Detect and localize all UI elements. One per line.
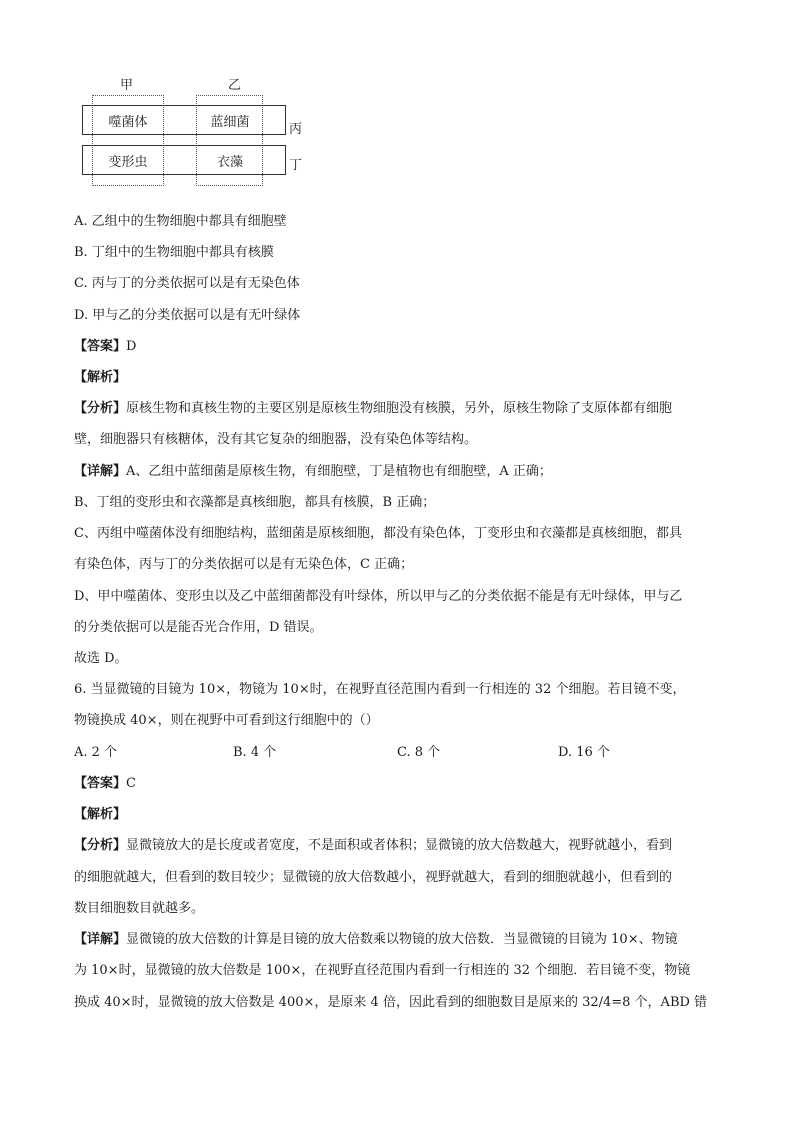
q6-option-a: A. 2 个 bbox=[74, 745, 118, 760]
fenxi-tag: 【分析】 bbox=[74, 401, 127, 416]
q6-fenxi-line-1 bbox=[74, 835, 672, 857]
analysis-tag: 【解析】 bbox=[74, 370, 127, 385]
q5-fenxi-line-1 bbox=[74, 398, 672, 420]
cell-shijuntie: 噬菌体 bbox=[108, 115, 148, 130]
q6-xiangjie-line-2: 为 10×时，显微镜的放大倍数是 100×，在视野直径范围内看到一行相连的 32 个细胞．若目镜不变，物镜 bbox=[74, 963, 691, 978]
q5-option-d: D. 甲与乙的分类依据可以是有无叶绿体 bbox=[74, 308, 301, 323]
group-box-yi bbox=[196, 95, 263, 186]
cell-lanxijun: 蓝细菌 bbox=[210, 115, 250, 130]
q5-answer bbox=[74, 336, 136, 358]
q5-xiangjie-line-4: 有染色体，丙与丁的分类依据可以是有无染色体，C 正确； bbox=[74, 557, 414, 572]
answer-tag: 【答案】 bbox=[74, 776, 127, 791]
q5-xiangjie-line-3: C、丙组中噬菌体没有细胞结构，蓝细菌是原核细胞，都没有染色体，丁变形虫和衣藻都是真核细胞，都具 bbox=[74, 526, 682, 541]
group-label-jia: 甲 bbox=[120, 78, 134, 93]
group-box-jia bbox=[92, 95, 164, 186]
q6-answer bbox=[74, 773, 136, 795]
q6-xiangjie-line-3: 换成 40×时，显微镜的放大倍数是 400×，是原来 4 倍，因此看到的细胞数目是原来的 32/4=8 个，ABD 错 bbox=[74, 995, 708, 1010]
analysis-tag: 【解析】 bbox=[74, 807, 127, 822]
xiangjie-tag: 【详解】 bbox=[74, 932, 127, 947]
q5-xiangjie-line-5: D、甲中噬菌体、变形虫以及乙中蓝细菌都没有叶绿体，所以甲与乙的分类依据不能是有无叶绿体，甲与乙 bbox=[74, 589, 683, 604]
q6-fenxi-line-2: 的细胞就越大，但看到的数目较少；显微镜的放大倍数越小，视野就越大，看到的细胞就越小，但看到的 bbox=[74, 870, 673, 885]
q5-option-c: C. 丙与丁的分类依据可以是有无染色体 bbox=[74, 276, 300, 291]
cell-bianxingchong: 变形虫 bbox=[108, 155, 148, 170]
xiangjie-text: A、乙组中蓝细菌是原核生物，有细胞壁，丁是植物也有细胞壁，A 正确； bbox=[126, 464, 552, 479]
group-label-yi: 乙 bbox=[228, 78, 242, 93]
fenxi-text: 显微镜放大的是长度或者宽度，不是面积或者体积；显微镜的放大倍数越大，视野就越小，看到 bbox=[126, 838, 673, 853]
q6-stem-line-2: 物镜换成 40×，则在视野中可看到这行细胞中的（） bbox=[74, 713, 379, 728]
group-label-ding: 丁 bbox=[289, 158, 303, 173]
fenxi-text: 原核生物和真核生物的主要区别是原核生物细胞没有核膜，另外，原核生物除了支原体都有细胞 bbox=[126, 401, 673, 416]
answer-tag: 【答案】 bbox=[74, 339, 127, 354]
q5-xiangjie-line-1 bbox=[74, 461, 552, 483]
q5-xiangjie-line-6: 的分类依据可以是能否光合作用，D 错误。 bbox=[74, 620, 323, 635]
q6-option-b: B. 4 个 bbox=[233, 745, 277, 760]
q5-option-b: B. 丁组中的生物细胞中都具有核膜 bbox=[74, 245, 274, 260]
cell-yizao: 衣藻 bbox=[216, 155, 243, 170]
q5-conclusion: 故选 D。 bbox=[74, 651, 128, 666]
q6-xiangjie-line-1 bbox=[74, 929, 678, 951]
q6-fenxi-line-3: 数目细胞数目就越多。 bbox=[74, 901, 205, 916]
fenxi-tag: 【分析】 bbox=[74, 838, 127, 853]
q5-option-a: A. 乙组中的生物细胞中都具有细胞壁 bbox=[74, 214, 287, 229]
q6-option-c: C. 8 个 bbox=[397, 745, 441, 760]
answer-value: D bbox=[126, 339, 137, 354]
classification-diagram bbox=[78, 74, 318, 194]
q6-option-d: D. 16 个 bbox=[558, 745, 610, 760]
answer-value: C bbox=[126, 776, 136, 791]
q5-analysis-heading bbox=[74, 367, 126, 389]
xiangjie-text: 显微镜的放大倍数的计算是目镜的放大倍数乘以物镜的放大倍数．当显微镜的目镜为 10×、物镜 bbox=[126, 932, 678, 947]
q5-xiangjie-line-2: B、丁组的变形虫和衣藻都是真核细胞，都具有核膜，B 正确； bbox=[74, 495, 436, 510]
q6-stem-line-1: 6. 当显微镜的目镜为 10×，物镜为 10×时，在视野直径范围内看到一行相连的 32 个细胞。若目镜不变， bbox=[74, 682, 686, 697]
q6-analysis-heading bbox=[74, 804, 126, 826]
group-label-bing: 丙 bbox=[289, 122, 303, 137]
q5-fenxi-line-2: 壁，细胞器只有核糖体，没有其它复杂的细胞器，没有染色体等结构。 bbox=[74, 432, 478, 447]
xiangjie-tag: 【详解】 bbox=[74, 464, 127, 479]
